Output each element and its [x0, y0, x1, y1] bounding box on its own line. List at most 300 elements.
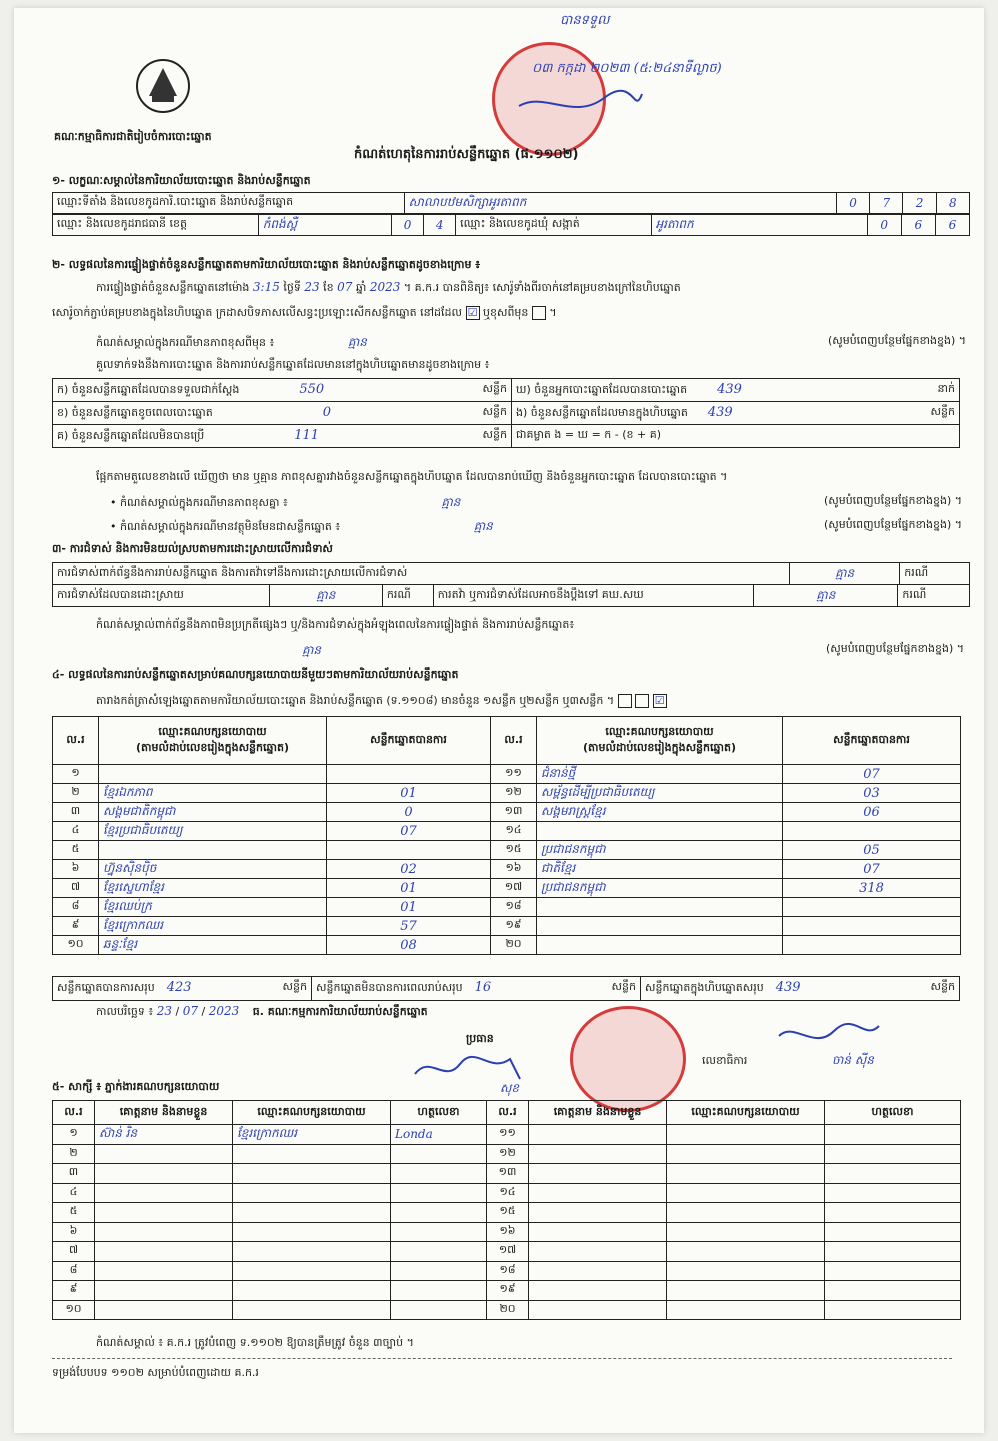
row-number: ៣	[53, 1164, 95, 1184]
sheet3-checkbox[interactable]: ☑	[653, 694, 667, 708]
s3-row2-value: គ្មាន	[269, 585, 382, 607]
s1-prov-digit: 0	[392, 215, 424, 236]
witness-signature	[825, 1222, 961, 1242]
s2-intro: គួលទាក់ទងនឹងការបោះឆ្នោត និងការរាប់សន្លឹកឆ្នោតដែលមាននៅក្នុងហិបឆ្នោតមានដូចខាងក្រោម ៖	[96, 358, 490, 371]
row-number: ៥	[53, 841, 99, 860]
other-hint: (សូមបំពេញបន្ថែមផ្នែកខាងខ្នង) ។	[823, 518, 962, 531]
s1-row1-value: សាលាបឋមសិក្សាអូរតាពក	[404, 193, 836, 214]
witness-signature	[391, 1144, 487, 1164]
s2-year: 2023	[369, 280, 401, 294]
chair-name: សុខ	[500, 1081, 520, 1095]
s2-line1-a: ការផ្ទៀងផ្ទាត់ចំនួនសន្លឹកឆ្នោតនៅម៉ោង	[96, 281, 250, 294]
row-number: ១០	[53, 936, 99, 955]
witness-party	[233, 1300, 391, 1320]
s2-other	[110, 518, 962, 536]
witness-party	[667, 1281, 825, 1301]
witness-name	[529, 1281, 667, 1301]
row-number: ១២	[491, 784, 537, 803]
s4-col-votes: សន្លឹកឆ្នោតបានការ	[327, 717, 491, 765]
kha-value: 0	[322, 404, 332, 420]
valid-votes: 08	[327, 936, 491, 955]
party-name: ប្រជាជនកម្ពុជា	[537, 879, 783, 898]
s2-note	[96, 334, 966, 352]
row-number: ២	[53, 1144, 95, 1164]
row-number: ៦	[53, 860, 99, 879]
kha-unit: សន្លឹក	[482, 404, 507, 418]
diff-hint: (សូមបំពេញបន្ថែមផ្នែកខាងខ្នង) ។	[823, 494, 962, 507]
s1-heading: ១- លក្ខណៈសម្គាល់នៃការិយាល័យបោះឆ្នោត និងរាប់សន្លឹកឆ្នោត	[52, 174, 311, 187]
table-row	[53, 860, 961, 879]
s2-fill-hint: (សូមបំពេញបន្ថែមផ្នែកខាងខ្នង) ។	[827, 334, 966, 347]
nec-logo	[134, 56, 192, 116]
s5-col-party: ឈ្មោះគណបក្សនយោបាយ	[233, 1101, 391, 1125]
row-number: ១១	[487, 1125, 529, 1145]
witness-party	[233, 1144, 391, 1164]
total-valid-value: 423	[166, 980, 192, 995]
table-row	[53, 784, 961, 803]
diff-label: • កំណត់សម្គាល់ក្នុងករណីមានភាពខុសគ្នា ៖	[110, 496, 288, 509]
witness-party: ខ្មែរក្រោកឈរ	[233, 1125, 391, 1145]
row-number: ១១	[491, 765, 537, 784]
committee-label: ធ. គណៈកម្មការការិយាល័យរាប់សន្លឹកឆ្នោត	[252, 1005, 428, 1018]
s2-line1-b: ថ្ងៃទី	[283, 281, 301, 294]
party-name: ហ្វ៊ុនស៊ិនប៉ិច	[99, 860, 327, 879]
witness-signature	[825, 1242, 961, 1262]
table-row	[53, 1281, 961, 1301]
s4-col-party-title: ឈ្មោះគណបក្សនយោបាយ	[158, 724, 267, 738]
kha-label: ខ) ចំនួនសន្លឹកឆ្នោតខូចពេលបោះឆ្នោត	[57, 405, 213, 419]
other-label: • កំណត់សម្គាល់ក្នុងករណីមានវត្ថុមិនមែនជាសន្លឹកឆ្នោត ៖	[110, 520, 341, 533]
document-title: កំណត់ហេតុនៃការរាប់សន្លឹកឆ្នោត (ផ.១១០២)	[354, 147, 579, 162]
witness-signature	[391, 1281, 487, 1301]
valid-votes	[783, 936, 961, 955]
s3-row2-label: ការជំទាស់ដែលបានដោះស្រាយ	[53, 585, 270, 607]
table-row	[53, 822, 961, 841]
s1-row2-value: កំពង់ស្ពឺ	[258, 215, 391, 236]
footer-note: កំណត់សម្គាល់ ៖ គ.ក.រ ត្រូវបំពេញ ទ.១១០២ ឱ្យបានត្រឹមត្រូវ ចំនួន ៣ច្បាប់ ។	[96, 1336, 414, 1349]
row-number: ១៧	[491, 879, 537, 898]
witness-party	[667, 1261, 825, 1281]
s2-line2: សោរ៉ូចាក់ភ្ជាប់គម្របខាងក្នុងនៃហិបឆ្នោត ក្រដាសបិទភាសលើសន្ធះប្រឡោះសើកសន្លឹកឆ្នោត នៅដដែល ☑ ឬខុសពីមុន ។	[52, 306, 557, 319]
row-number: ៨	[53, 1261, 95, 1281]
valid-votes: 07	[327, 822, 491, 841]
party-name	[537, 822, 783, 841]
s2-line2-text: សោរ៉ូចាក់ភ្ជាប់គម្របខាងក្នុងនៃហិបឆ្នោត ក្រដាសបិទភាសលើសន្ធះប្រឡោះសើកសន្លឹកឆ្នោត នៅដដែល	[52, 306, 462, 319]
row-number: ១៥	[491, 841, 537, 860]
party-name	[537, 898, 783, 917]
s2-heading: ២- លទ្ធផលនៃការផ្ទៀងផ្ទាត់ចំនួនសន្លឹកឆ្នោតតាមការិយាល័យបោះឆ្នោត និងរាប់សន្លឹកឆ្នោតដូចខាងក្រោម ៖	[52, 258, 481, 271]
witness-party	[233, 1281, 391, 1301]
s5-col-party-right: ឈ្មោះគណបក្សនយោបាយ	[667, 1101, 825, 1125]
row-number: ៩	[53, 917, 99, 936]
witness-name	[529, 1261, 667, 1281]
witness-party	[233, 1261, 391, 1281]
witness-name	[529, 1183, 667, 1203]
s1-table	[52, 192, 970, 214]
witness-party	[233, 1164, 391, 1184]
witness-signature: Londa	[391, 1125, 487, 1145]
s2-counts-table	[52, 378, 960, 448]
total-box-value: 439	[775, 980, 801, 995]
valid-votes	[783, 822, 961, 841]
witness-party	[233, 1242, 391, 1262]
s1-code-digit: 0	[836, 193, 869, 214]
formula: ជាគម្លាត ង = ឃ = ក - (ខ + គ)	[512, 425, 960, 448]
valid-votes: 06	[783, 803, 961, 822]
party-name: ខ្មែរស្នេហាខ្មែរ	[99, 879, 327, 898]
valid-votes	[783, 898, 961, 917]
s2-note-value: គ្មាន	[347, 335, 367, 349]
s4-col-no-right: ល.រ	[491, 717, 537, 765]
witness-party	[667, 1222, 825, 1242]
table-row	[53, 917, 961, 936]
s2-month: 07	[337, 280, 353, 294]
chair-label: ប្រធាន	[466, 1032, 494, 1045]
changed-checkbox[interactable]	[532, 306, 546, 320]
row-number: ៧	[53, 879, 99, 898]
witness-signature	[391, 1203, 487, 1223]
row-number: ៥	[53, 1203, 95, 1223]
table-row	[53, 1144, 961, 1164]
party-name	[537, 917, 783, 936]
row-number: ១៨	[487, 1261, 529, 1281]
witness-name	[529, 1203, 667, 1223]
s5-col-name: គោត្តនាម និងនាមខ្លួន	[95, 1101, 233, 1125]
other-value: គ្មាន	[473, 519, 493, 533]
s2-note-label: កំណត់សម្គាល់ក្នុងករណីមានភាពខុសពីមុន ៖	[96, 336, 275, 349]
s4-col-no: ល.រ	[53, 717, 99, 765]
party-name: ជំនាន់ថ្មី	[537, 765, 783, 784]
s3-table	[52, 562, 970, 585]
witness-name	[95, 1222, 233, 1242]
table-row	[53, 1222, 961, 1242]
ka-value: 550	[299, 381, 325, 397]
ka-label: ក) ចំនួនសន្លឹកឆ្នោតដែលបានទទួលជាក់ស្តែង	[57, 382, 240, 396]
s1-code-digit: 2	[903, 193, 936, 214]
s3-note-label: កំណត់សម្គាល់ពាក់ព័ន្ធនឹងភាពមិនប្រក្រតីផ្សេងៗ ឬ/និងការជំទាស់ក្នុងអំឡុងពេលនៃការផ្ទៀងផ្ទាត់ និងការរាប់សន្លឹកឆ្នោត៖	[96, 618, 575, 631]
sheet2-checkbox[interactable]	[635, 694, 649, 708]
s3-row1-label: ការជំទាស់ពាក់ព័ន្ធនឹងការរាប់សន្លឹកឆ្នោត និងការតវ៉ាទៅនឹងការដោះស្រាយលើការជំទាស់	[53, 563, 790, 585]
s3-row2-value2: គ្មាន	[754, 585, 898, 607]
witness-signature	[391, 1261, 487, 1281]
s1-row2-label2: ឈ្មោះ និងលេខកូដឃុំ សង្កាត់	[456, 215, 651, 236]
s5-heading: ៥- សាក្សី ៖ ភ្នាក់ងារគណបក្សនយោបាយ	[52, 1080, 220, 1093]
witness-party	[233, 1183, 391, 1203]
witness-name	[95, 1183, 233, 1203]
table-row	[53, 879, 961, 898]
table-row	[53, 1242, 961, 1262]
footer-divider	[52, 1358, 952, 1359]
row-number: ២	[53, 784, 99, 803]
org-name: គណៈកម្មាធិការជាតិរៀបចំការបោះឆ្នោត	[54, 130, 212, 143]
secretary-name: ចាន់ ស៊ីន	[832, 1053, 874, 1067]
valid-votes: 57	[327, 917, 491, 936]
valid-votes: 03	[783, 784, 961, 803]
witness-signature	[825, 1300, 961, 1320]
s5-col-no: ល.រ	[53, 1101, 95, 1125]
row-number: ១៤	[487, 1183, 529, 1203]
row-number: ១២	[487, 1144, 529, 1164]
witness-name: ស៊ាន់ រិន	[95, 1125, 233, 1145]
witness-name	[529, 1300, 667, 1320]
witness-signature	[825, 1203, 961, 1223]
valid-votes	[783, 917, 961, 936]
row-number: ៤	[53, 1183, 95, 1203]
row-number: ១០	[53, 1300, 95, 1320]
total-invalid-value: 16	[474, 980, 492, 995]
s5-col-sign-right: ហត្ថលេខា	[825, 1101, 961, 1125]
nec-emblem-icon	[134, 56, 192, 116]
party-name	[99, 841, 327, 860]
row-number: ៨	[53, 898, 99, 917]
witness-signature	[391, 1222, 487, 1242]
witness-signature	[391, 1300, 487, 1320]
witness-party	[667, 1144, 825, 1164]
row-number: ៩	[53, 1281, 95, 1301]
s1-commune-digit: 6	[901, 215, 935, 236]
witness-signature	[825, 1261, 961, 1281]
witness-name	[95, 1261, 233, 1281]
ko-label: គ) ចំនួនសន្លឹកឆ្នោតដែលមិនបានប្រើ	[57, 428, 205, 442]
party-name: ឆន្ទៈខ្មែរ	[99, 936, 327, 955]
s4-totals-table	[52, 976, 960, 1001]
row-number: ១៥	[487, 1203, 529, 1223]
party-name: ខ្មែរឯកភាព	[99, 784, 327, 803]
s4-intro	[96, 694, 667, 710]
kho-unit: នាក់	[937, 381, 955, 395]
table-row	[53, 1300, 961, 1320]
sheet1-checkbox[interactable]	[618, 694, 632, 708]
red-stamp-bottom	[570, 1006, 686, 1112]
table-row	[53, 936, 961, 955]
row-number: ១៧	[487, 1242, 529, 1262]
received-date: ០៣ កក្កដា ២០២៣ (៥:២៤នាទីល្ងាច)	[532, 61, 722, 76]
table-row	[53, 1183, 961, 1203]
table-row	[53, 803, 961, 822]
witness-party	[667, 1242, 825, 1262]
s3-note-line	[52, 642, 964, 660]
s2-line1-e: ។ គ.ក.រ បានពិនិត្យ៖ សោរ៉ូទាំងពីរចាក់នៅគម្របខាងក្រៅនៃហិបឆ្នោត	[403, 281, 681, 294]
witness-party	[233, 1222, 391, 1242]
s2-line2-opt1: ឬខុសពីមុន	[483, 306, 529, 319]
party-name: ខ្មែរឈប់ក្រ	[99, 898, 327, 917]
party-name: ជាតិខ្មែរ	[537, 860, 783, 879]
valid-votes: 01	[327, 879, 491, 898]
s3-row1-unit: ករណី	[900, 563, 970, 585]
s2-day: 23	[304, 280, 320, 294]
date-day: 23	[156, 1004, 172, 1018]
s4-col-party-right	[537, 717, 783, 765]
witness-name	[529, 1125, 667, 1145]
s4-col-party-sub: (តាមលំដាប់លេខរៀងក្នុងសន្លឹកឆ្នោត)	[136, 740, 289, 754]
witness-name	[529, 1242, 667, 1262]
valid-votes: 318	[783, 879, 961, 898]
s2-line1	[96, 280, 681, 297]
s1-table-row2	[52, 214, 970, 236]
row-number: ២០	[487, 1300, 529, 1320]
s5-witness-table	[52, 1100, 961, 1320]
witness-party	[667, 1183, 825, 1203]
witness-party	[233, 1203, 391, 1223]
witness-name	[95, 1242, 233, 1262]
s3-row2-unit: ករណី	[382, 585, 433, 607]
date-label: កាលបរិច្ឆេទ ៖	[96, 1005, 154, 1018]
row-number: ១	[53, 765, 99, 784]
row-number: ១៣	[487, 1164, 529, 1184]
party-name	[537, 936, 783, 955]
party-name: សម្ព័ន្ធដើម្បីប្រជាធិបតេយ្យ	[537, 784, 783, 803]
ngo-label: ង) ចំនួនសន្លឹកឆ្នោតដែលមានក្នុងហិបឆ្នោត	[516, 405, 688, 419]
witness-name	[95, 1203, 233, 1223]
table-row	[53, 1261, 961, 1281]
witness-party	[667, 1125, 825, 1145]
witness-name	[529, 1144, 667, 1164]
s1-row2-value2: អូរតាពក	[651, 215, 867, 236]
s3-row1-value: គ្មាន	[790, 563, 900, 585]
party-name: ប្រជាជនកម្ពុជា	[537, 841, 783, 860]
ko-value: 111	[294, 427, 320, 443]
witness-signature	[825, 1281, 961, 1301]
s1-prov-digit: 4	[424, 215, 456, 236]
row-number: ៣	[53, 803, 99, 822]
row-number: ១៦	[491, 860, 537, 879]
party-name: សង្គមរាស្ត្រខ្មែរ	[537, 803, 783, 822]
s4-intro-text: តារាងកត់ត្រាសំឡេងឆ្នោតតាមការិយាល័យបោះឆ្នោត និងរាប់សន្លឹកឆ្នោត (ទ.១១០៨) មានចំនួន ១សន្លឹក ឬ២សន្លឹក ឬ៣សន្លឹក ។	[96, 694, 615, 707]
s3-fill-hint: (សូមបំពេញបន្ថែមផ្នែកខាងខ្នង) ។	[825, 642, 964, 655]
ngo-value: 439	[707, 404, 733, 420]
s5-col-sign: ហត្ថលេខា	[391, 1101, 487, 1125]
total-valid-label: សន្លឹកឆ្នោតបានការសរុប	[57, 981, 155, 994]
valid-votes	[327, 765, 491, 784]
witness-signature	[825, 1183, 961, 1203]
s3-table-row2	[52, 584, 970, 607]
row-number: ១	[53, 1125, 95, 1145]
total-invalid-unit: សន្លឹក	[611, 980, 636, 993]
witness-signature	[391, 1183, 487, 1203]
ka-unit: សន្លឹក	[482, 381, 507, 395]
s2-time: 3:15	[252, 280, 280, 294]
row-number: ១៤	[491, 822, 537, 841]
signature-top-icon	[514, 86, 644, 126]
total-box-label: សន្លឹកឆ្នោតក្នុងហិបឆ្នោតសរុប	[645, 981, 764, 994]
s5-col-name-right: គោត្តនាម និងនាមខ្លួន	[529, 1101, 667, 1125]
row-number: ១៩	[487, 1281, 529, 1301]
table-row	[53, 1164, 961, 1184]
party-name: ខ្មែរប្រជាធិបតេយ្យ	[99, 822, 327, 841]
s1-row1-label: ឈ្មោះទីតាំង និងលេខកូដការិ.បោះឆ្នោត និងរាប់សន្លឹកឆ្នោត	[53, 193, 405, 214]
total-box-unit: សន្លឹក	[930, 980, 955, 993]
party-name: សង្គមជាតិកម្ពុជា	[99, 803, 327, 822]
witness-signature	[825, 1164, 961, 1184]
valid-votes: 01	[327, 784, 491, 803]
s3-row2-label2: ការតវ៉ា ឬការជំទាស់ដែលអាចនឹងប្តឹងទៅ គឃ.សឃ	[433, 585, 754, 607]
table-row	[53, 841, 961, 860]
s4-results-table	[52, 716, 961, 955]
row-number: ៤	[53, 822, 99, 841]
s1-code-digit: 8	[936, 193, 969, 214]
valid-votes: 07	[783, 765, 961, 784]
s3-heading: ៣- ការជំទាស់ និងការមិនយល់ស្របតាមការដោះស្រាយលើការជំទាស់	[52, 542, 333, 555]
witness-signature	[391, 1164, 487, 1184]
witness-party	[667, 1300, 825, 1320]
ngo-unit: សន្លឹក	[930, 404, 955, 418]
s4-heading: ៤- លទ្ធផលនៃការរាប់សន្លឹកឆ្នោតសម្រាប់គណបក្សនយោបាយនីមួយៗតាមការិយាល័យរាប់សន្លឹកឆ្នោត	[52, 668, 459, 681]
valid-votes: 0	[327, 803, 491, 822]
table-row	[53, 1203, 961, 1223]
date-year: 2023	[208, 1004, 240, 1018]
kho-value: 439	[717, 381, 742, 397]
s4-col-party-sub-right: (តាមលំដាប់លេខរៀងក្នុងសន្លឹកឆ្នោត)	[583, 740, 736, 754]
s1-code-digit: 7	[870, 193, 903, 214]
row-number: ១៩	[491, 917, 537, 936]
s5-col-no-right: ល.រ	[487, 1101, 529, 1125]
row-number: ១៦	[487, 1222, 529, 1242]
witness-party	[667, 1203, 825, 1223]
row-number: ៦	[53, 1222, 95, 1242]
witness-name	[95, 1164, 233, 1184]
row-number: ៧	[53, 1242, 95, 1262]
witness-name	[529, 1222, 667, 1242]
witness-signature	[391, 1242, 487, 1262]
s3-row2-unit2: ករណី	[898, 585, 970, 607]
total-valid-unit: សន្លឹក	[282, 980, 307, 993]
date-month: 07	[182, 1004, 198, 1018]
same-checkbox[interactable]: ☑	[466, 306, 480, 320]
kho-label: ឃ) ចំនួនអ្នកបោះឆ្នោតដែលបានបោះឆ្នោត	[516, 382, 688, 396]
secretary-label: លេខាធិការ	[702, 1054, 748, 1067]
document-page	[14, 8, 984, 1433]
diff-value: គ្មាន	[441, 495, 461, 509]
s4-col-party	[99, 717, 327, 765]
s3-note-value: គ្មាន	[302, 643, 322, 657]
s1-row2-label: ឈ្មោះ និងលេខកូដរាជធានី ខេត្ត	[53, 215, 259, 236]
witness-name	[95, 1281, 233, 1301]
s1-commune-digit: 6	[935, 215, 969, 236]
s2-compare: ផ្អែកតាមតួលេខខាងលើ ឃើញថា មាន ឬគ្មាន ភាពខុសគ្នារវាងចំនួនសន្លឹកឆ្នោតក្នុងហិបឆ្នោត ដែលបានរាប់ឃើញ និងចំនួនអ្នកបោះឆ្នោត ដែលបានបោះឆ្នោត ។	[96, 470, 728, 483]
s2-line1-c: ខែ	[323, 281, 334, 294]
row-number: ១៨	[491, 898, 537, 917]
ko-unit: សន្លឹក	[482, 427, 507, 441]
secretary-signature-icon	[774, 1016, 884, 1052]
valid-votes: 05	[783, 841, 961, 860]
total-invalid-label: សន្លឹកឆ្នោតមិនបានការពេលរាប់សរុប	[316, 981, 463, 994]
s1-commune-digit: 0	[867, 215, 901, 236]
received-note: បានទទួល	[560, 13, 610, 28]
table-row	[53, 765, 961, 784]
witness-name	[95, 1300, 233, 1320]
witness-signature	[825, 1144, 961, 1164]
footer-form: ទម្រង់បែបបទ ១១០២ សម្រាប់បំពេញដោយ គ.ក.រ	[52, 1366, 259, 1379]
table-row	[53, 1125, 961, 1145]
s4-col-party-title-right: ឈ្មោះគណបក្សនយោបាយ	[605, 724, 714, 738]
valid-votes: 07	[783, 860, 961, 879]
s4-date-line: កាលបរិច្ឆេទ ៖ 23 / 07 / 2023 ធ. គណៈកម្មការការិយាល័យរាប់សន្លឹកឆ្នោត	[96, 1004, 428, 1018]
witness-name	[529, 1164, 667, 1184]
valid-votes	[327, 841, 491, 860]
valid-votes: 02	[327, 860, 491, 879]
witness-party	[667, 1164, 825, 1184]
s2-line1-d: ឆ្នាំ	[355, 281, 367, 294]
row-number: ១៣	[491, 803, 537, 822]
table-row	[53, 898, 961, 917]
row-number: ២០	[491, 936, 537, 955]
witness-name	[95, 1144, 233, 1164]
party-name: ខ្មែរក្រោកឈរ	[99, 917, 327, 936]
s4-col-votes-right: សន្លឹកឆ្នោតបានការ	[783, 717, 961, 765]
witness-signature	[825, 1125, 961, 1145]
party-name	[99, 765, 327, 784]
valid-votes: 01	[327, 898, 491, 917]
